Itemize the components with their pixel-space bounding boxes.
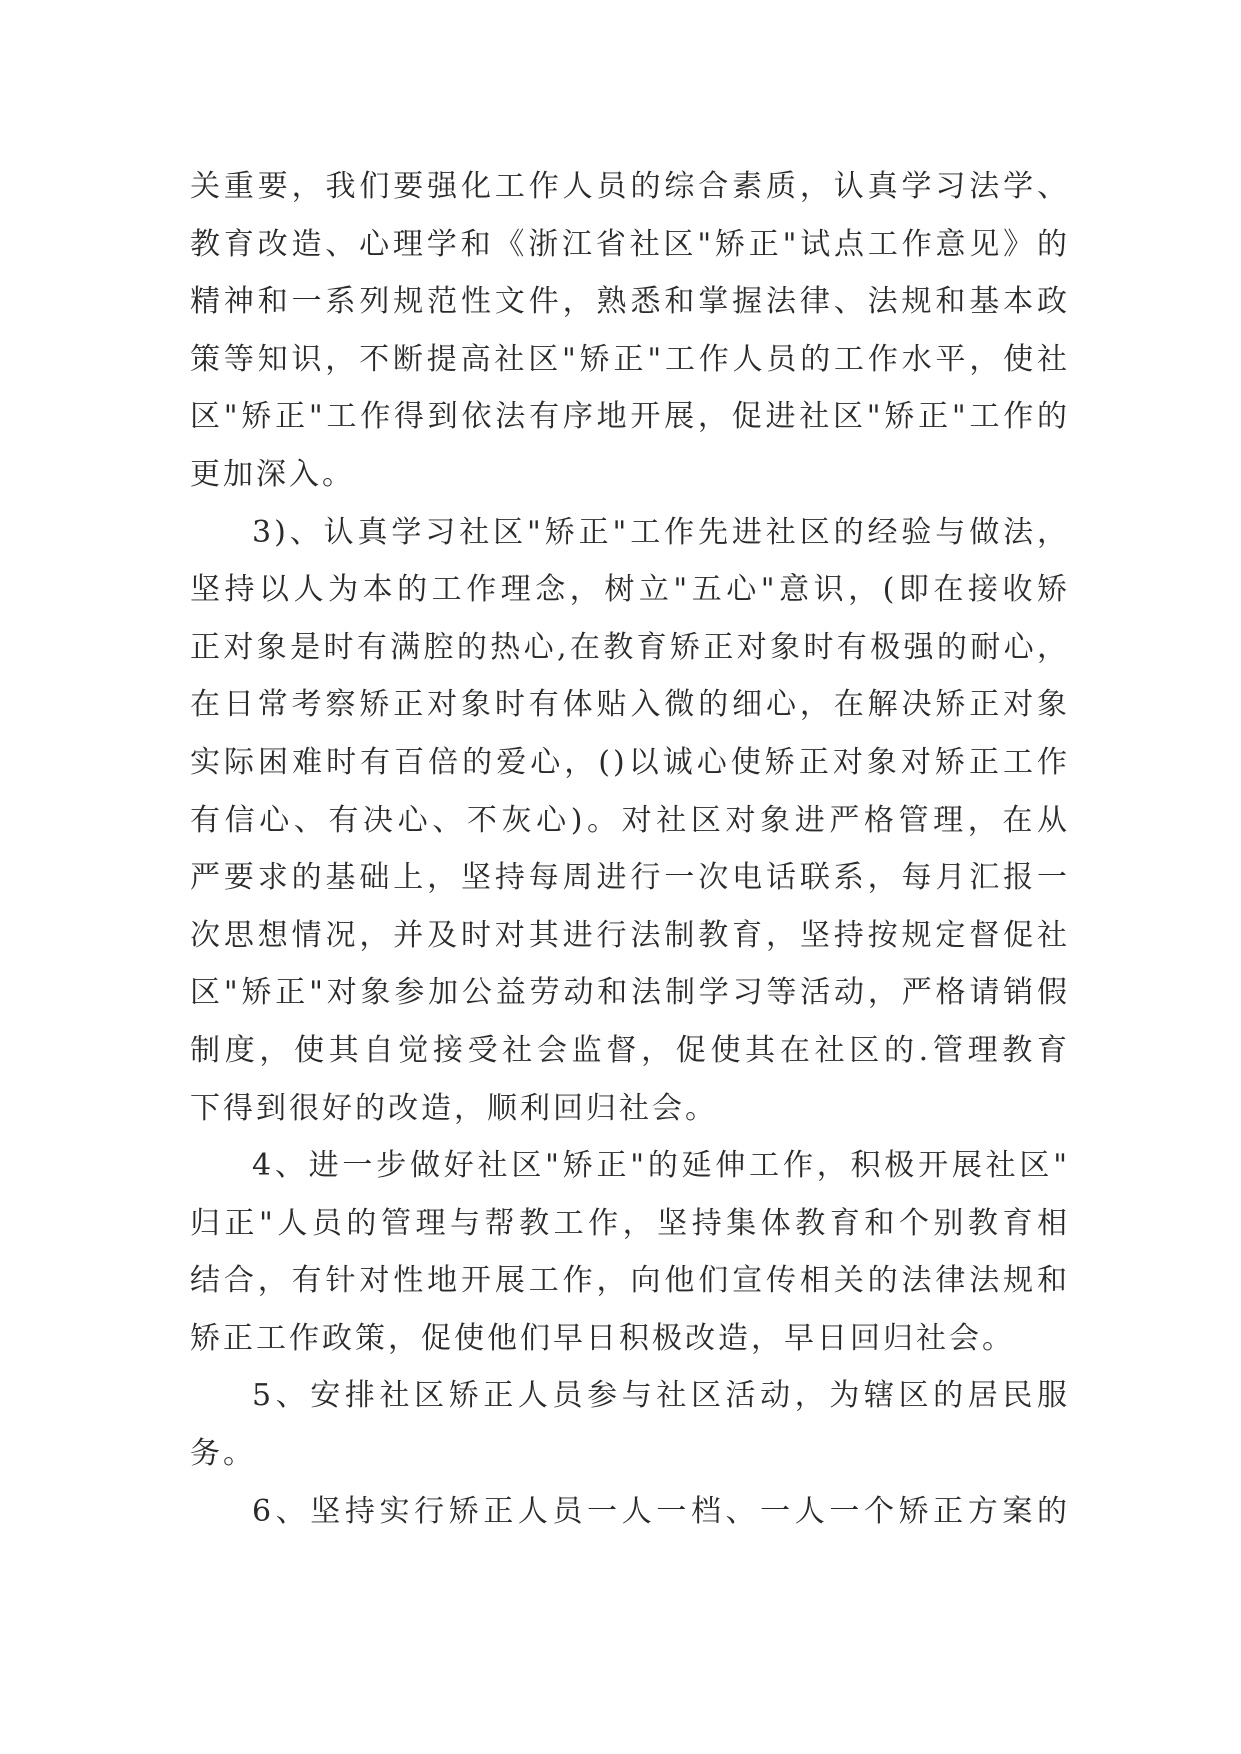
text-line: 教育改造、心理学和《浙江省社区"矫正"试点工作意见》的 xyxy=(190,226,1070,262)
text-line: 精神和一系列规范性文件，熟悉和掌握法律、法规和基本政 xyxy=(190,284,1070,320)
text-line: 关重要，我们要强化工作人员的综合素质，认真学习法学、 xyxy=(190,169,1070,204)
text-line: 严要求的基础上，坚持每周进行一次电话联系，每月汇报一 xyxy=(190,860,1070,896)
text-line: 4、进一步做好社区"矫正"的延伸工作，积极开展社区" xyxy=(252,1148,1070,1184)
text-line: 务。 xyxy=(190,1436,256,1472)
text-line: 策等知识，不断提高社区"矫正"工作人员的工作水平，使社 xyxy=(190,341,1070,377)
text-line: 下得到很好的改造，顺利回归社会。 xyxy=(190,1090,718,1126)
text-line: 在日常考察矫正对象时有体贴入微的细心，在解决矫正对象 xyxy=(190,687,1070,723)
text-line: 6、坚持实行矫正人员一人一档、一人一个矫正方案的 xyxy=(252,1493,1070,1529)
text-line: 正对象是时有满腔的热心,在教育矫正对象时有极强的耐心， xyxy=(190,629,1070,665)
text-line: 制度，使其自觉接受社会监督，促使其在社区的.管理教育 xyxy=(190,1032,1070,1068)
text-line: 有信心、有决心、不灰心)。对社区对象进严格管理，在从 xyxy=(190,802,1070,838)
text-line: 区"矫正"工作得到依法有序地开展，促进社区"矫正"工作的 xyxy=(190,399,1070,435)
text-line: 坚持以人为本的工作理念，树立"五心"意识，(即在接收矫 xyxy=(190,572,1070,608)
text-line: 更加深入。 xyxy=(190,456,355,492)
text-line: 区"矫正"对象参加公益劳动和法制学习等活动，严格请销假 xyxy=(190,975,1070,1011)
text-line: 实际困难时有百倍的爱心，()以诚心使矫正对象对矫正工作 xyxy=(190,744,1070,780)
body-text xyxy=(190,158,1070,1540)
text-line: 5、安排社区矫正人员参与社区活动，为辖区的居民服 xyxy=(252,1378,1070,1414)
text-line: 结合，有针对性地开展工作，向他们宣传相关的法律法规和 xyxy=(190,1263,1070,1299)
text-line: 3)、认真学习社区"矫正"工作先进社区的经验与做法， xyxy=(252,514,1070,550)
text-line: 次思想情况，并及时对其进行法制教育，坚持按规定督促社 xyxy=(190,917,1070,953)
text-line: 归正"人员的管理与帮教工作，坚持集体教育和个别教育相 xyxy=(190,1205,1070,1241)
text-line: 矫正工作政策，促使他们早日积极改造，早日回归社会。 xyxy=(190,1320,1015,1356)
